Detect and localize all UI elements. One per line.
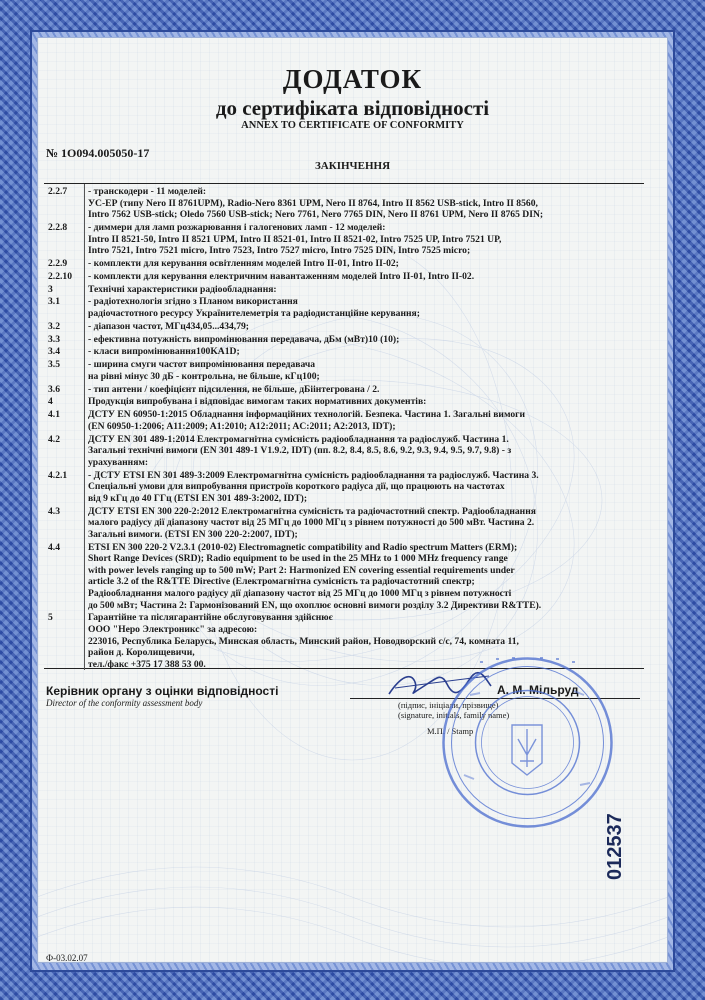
row-text bbox=[88, 334, 640, 346]
row-text-line: ДСТУ EN 301 489-1:2014 Електромагнітна сумісність радіообладнання та радіослужб. Частина 1. bbox=[88, 433, 509, 445]
row-text-line: ETSI EN 300 220-2 V2.3.1 (2010-02) Electromagnetic compatibility and Radio spectrum Matters (ERM); bbox=[88, 541, 518, 553]
row-value: 434,05...434,79; bbox=[185, 320, 249, 332]
row-value: телеметрія та радіодистанційне керування; bbox=[231, 307, 420, 319]
document-title: ДОДАТОК bbox=[282, 64, 423, 94]
row-parameter: - тип антени / коефіцієнт підсилення, не більше, дБі bbox=[88, 383, 314, 395]
row-text-line: - транскодери - 11 моделей: bbox=[88, 186, 207, 197]
row-value: 10 (10); bbox=[368, 333, 400, 345]
row-value-line bbox=[88, 308, 640, 320]
row-text-line: article 3.2 of the R&TTE Directive (Електромагнітна сумісність та радіочастотний спектр; bbox=[88, 576, 475, 588]
row-text-line: - радіотехнологія згідно з Планом використання bbox=[88, 296, 298, 308]
row-text bbox=[88, 470, 640, 505]
row-text bbox=[88, 321, 640, 333]
row-number: 2.2.7 bbox=[48, 186, 68, 197]
row-text-line: - ДСТУ ETSI EN 301 489-3:2009 Електромагнітна сумісність радіообладнання та радіослужб. Частина 3. bbox=[88, 469, 539, 481]
row-text bbox=[88, 506, 640, 541]
signatory-role-block bbox=[46, 684, 278, 708]
row-text-line: урахуванням: bbox=[88, 456, 149, 468]
row-number: 3.2 bbox=[48, 320, 60, 332]
row-number: 3.3 bbox=[48, 333, 60, 345]
row-text-line: Short Range Devices (SRD); Radio equipment to be used in the 25 MHz to 1 000 MHz frequency range bbox=[88, 553, 508, 565]
signatory-role-en: Director of the conformity assessment body bbox=[46, 698, 203, 708]
row-number: 3 bbox=[48, 283, 53, 295]
row-number: 5 bbox=[48, 612, 53, 624]
row-text-line: УС-ЕР (типу Nero II 8761UPM), Radio-Nero 8361 UPM, Nero II 8764, Intro II 8562 USB-stick, Intro II 8560, bbox=[88, 197, 538, 209]
row-number: 4.4 bbox=[48, 541, 60, 553]
certificate-number: № 1О094.005050-17 bbox=[46, 146, 150, 160]
row-value-line bbox=[88, 371, 640, 383]
row-number: 4.1 bbox=[48, 409, 60, 421]
row-parameter: на рівні мінус 30 дБ - контрольна, не більше, кГц bbox=[88, 370, 303, 382]
row-text bbox=[88, 284, 640, 296]
row-text-line: Intro 7562 USB-stick; Oledo 7560 USB-stick; Nero 7761, Nero 7765 DIN, Nero II 8761 UPM, Nero II 8765 DIN; bbox=[88, 209, 544, 221]
row-text-line: - ширина смуги частот випромінювання передавача bbox=[88, 359, 316, 371]
row-text bbox=[88, 396, 640, 408]
signatory-name: А. М. Мільруд bbox=[497, 683, 579, 697]
row-text-line: Гарантійне та післягарантійне обслуговування здійснює bbox=[88, 612, 333, 624]
row-text-line: тел./факс +375 17 388 53 00. bbox=[88, 658, 206, 670]
row-text-line: Технічні характеристики радіообладнання: bbox=[88, 283, 277, 295]
row-text-line: Продукція випробувана і відповідає вимогам таких нормативних документів: bbox=[88, 396, 427, 408]
row-text-line: район д. Королищевичи, bbox=[88, 647, 195, 659]
row-text-line: від 9 кГц до 40 ГГц (ETSI EN 301 489-3:2002, IDT); bbox=[88, 492, 308, 504]
row-text-line: до 500 мВт; Частина 2: Гармонізований EN, що охоплює основні вимоги розділу 3.2 Директиви R&TTE). bbox=[88, 599, 542, 611]
row-value: інтегрована / 2. bbox=[313, 383, 380, 395]
row-value-line bbox=[88, 384, 640, 396]
row-number: 3.6 bbox=[48, 383, 60, 395]
row-text-line: (EN 60950-1:2006; A11:2009; A1:2010; A12:2011; AC:2011; A2:2013, IDT); bbox=[88, 420, 396, 432]
row-text-line: Загальні технічні вимоги (EN 301 489-1 V1.9.2, IDT) (пп. 8.2, 8.4, 8.5, 8.6, 9.2, 9.3, 9.4, 9.5, 9.7, 9.8) - з bbox=[88, 445, 512, 457]
row-text bbox=[88, 296, 640, 319]
row-text-line: ДСТУ ETSI EN 300 220-2:2012 Електромагнітна сумісність та радіочастотний спектр. Радіообладнання bbox=[88, 505, 536, 517]
row-text bbox=[88, 409, 640, 432]
section-title: ЗАКІНЧЕННЯ bbox=[314, 160, 391, 172]
signatory-role: Керівник органу з оцінки відповідності bbox=[46, 684, 279, 698]
serial-number: 012537 bbox=[604, 813, 626, 880]
row-text-line: Intro 7521, Intro 7521 micro, Intro 7523, Intro 7527 micro, Intro 7525 DIN, Intro 7525 micro; bbox=[88, 245, 471, 257]
official-stamp bbox=[440, 655, 615, 830]
row-text bbox=[88, 258, 640, 270]
row-text-line: 223016, Республика Беларусь, Минская область, Минский район, Новодворский с/с, 74, комната 11, bbox=[88, 635, 519, 647]
row-value-line bbox=[88, 321, 640, 333]
row-number: 2.2.8 bbox=[48, 222, 68, 233]
row-parameter: - ефективна потужність випромінювання передавача, дБм (мВт) bbox=[88, 333, 369, 345]
row-text bbox=[88, 271, 640, 283]
row-parameter: - класи випромінювання bbox=[88, 346, 196, 358]
row-text-line: ООО "Неро Электроникс" за адресою: bbox=[88, 623, 258, 635]
row-text-line: Загальні вимоги. (ETSI EN 300 220-2:2007, IDT); bbox=[88, 528, 298, 540]
row-text-line: - диммери для ламп розжарювання і галогенових ламп - 12 моделей: bbox=[88, 222, 386, 233]
row-text-line: ДСТУ EN 60950-1:2015 Обладнання інформаційних технологій. Безпека. Частина 1. Загальні вимоги bbox=[88, 409, 526, 421]
form-code: Ф-03.02.07 bbox=[46, 953, 88, 963]
row-parameter: - діапазон частот, МГц bbox=[88, 320, 186, 332]
row-text bbox=[88, 542, 640, 612]
row-number: 4.2 bbox=[48, 433, 60, 445]
row-value-line bbox=[88, 334, 640, 346]
row-value: 100; bbox=[302, 370, 320, 382]
row-parameter: радіочастотного ресурсу України bbox=[88, 307, 232, 319]
row-text-line: Intro II 8521-50, Intro II 8521 UPM, Intro II 8521-01, Intro II 8521-02, Intro 7525 UP, Intro 7521 UP, bbox=[88, 233, 502, 245]
row-number: 2.2.10 bbox=[48, 270, 72, 282]
row-number: 4.3 bbox=[48, 505, 60, 517]
row-number: 2.2.9 bbox=[48, 258, 68, 269]
row-value: 100KA1D; bbox=[195, 346, 240, 358]
row-text-line: - комплекти для керування освітленням моделей Intro II-01, Intro II-02; bbox=[88, 258, 399, 269]
row-text bbox=[88, 359, 640, 382]
row-text-line: Спеціальні умови для випробування пристроїв короткого радіуса дії, що працюють на частотах bbox=[88, 481, 505, 493]
row-text-line: малого радіусу дії діапазону частот від 25 МГц до 1000 МГц з рівнем потужності до 500 мВт. Частина 2. bbox=[88, 517, 535, 529]
row-number: 4 bbox=[48, 396, 53, 408]
annex-table bbox=[44, 183, 644, 669]
document-subtitle: до сертифіката відповідності bbox=[215, 96, 490, 120]
row-number: 3.1 bbox=[48, 296, 60, 308]
row-text bbox=[88, 434, 640, 469]
row-text-line: with power levels ranging up to 500 mW; Part 2: Harmonized EN covering essential requirements under bbox=[88, 564, 515, 576]
row-text-line: Радіообладнання малого радіусу дії діапазону частот від 25 МГц до 1000 МГц з рівнем потужності bbox=[88, 587, 512, 599]
row-value-line bbox=[88, 346, 640, 358]
row-number: 3.5 bbox=[48, 359, 60, 371]
row-text bbox=[88, 222, 640, 257]
row-number: 3.4 bbox=[48, 346, 60, 358]
row-number: 4.2.1 bbox=[48, 469, 68, 481]
signature-caption-ua: (підпис, ініціали, прізвище) bbox=[398, 700, 499, 710]
row-text-line: - комплекти для керування електричним навантаженням моделей Intro II-01, Intro II-02. bbox=[88, 270, 475, 282]
row-text bbox=[88, 186, 640, 221]
document-subtitle-en: ANNEX TO CERTIFICATE OF CONFORMITY bbox=[241, 120, 464, 131]
stamp-label: М.П. / Stamp bbox=[427, 726, 474, 736]
row-text bbox=[88, 384, 640, 396]
signature-caption-en: (signature, initials, family name) bbox=[398, 710, 510, 720]
row-text bbox=[88, 346, 640, 358]
table-column-divider bbox=[84, 184, 85, 670]
